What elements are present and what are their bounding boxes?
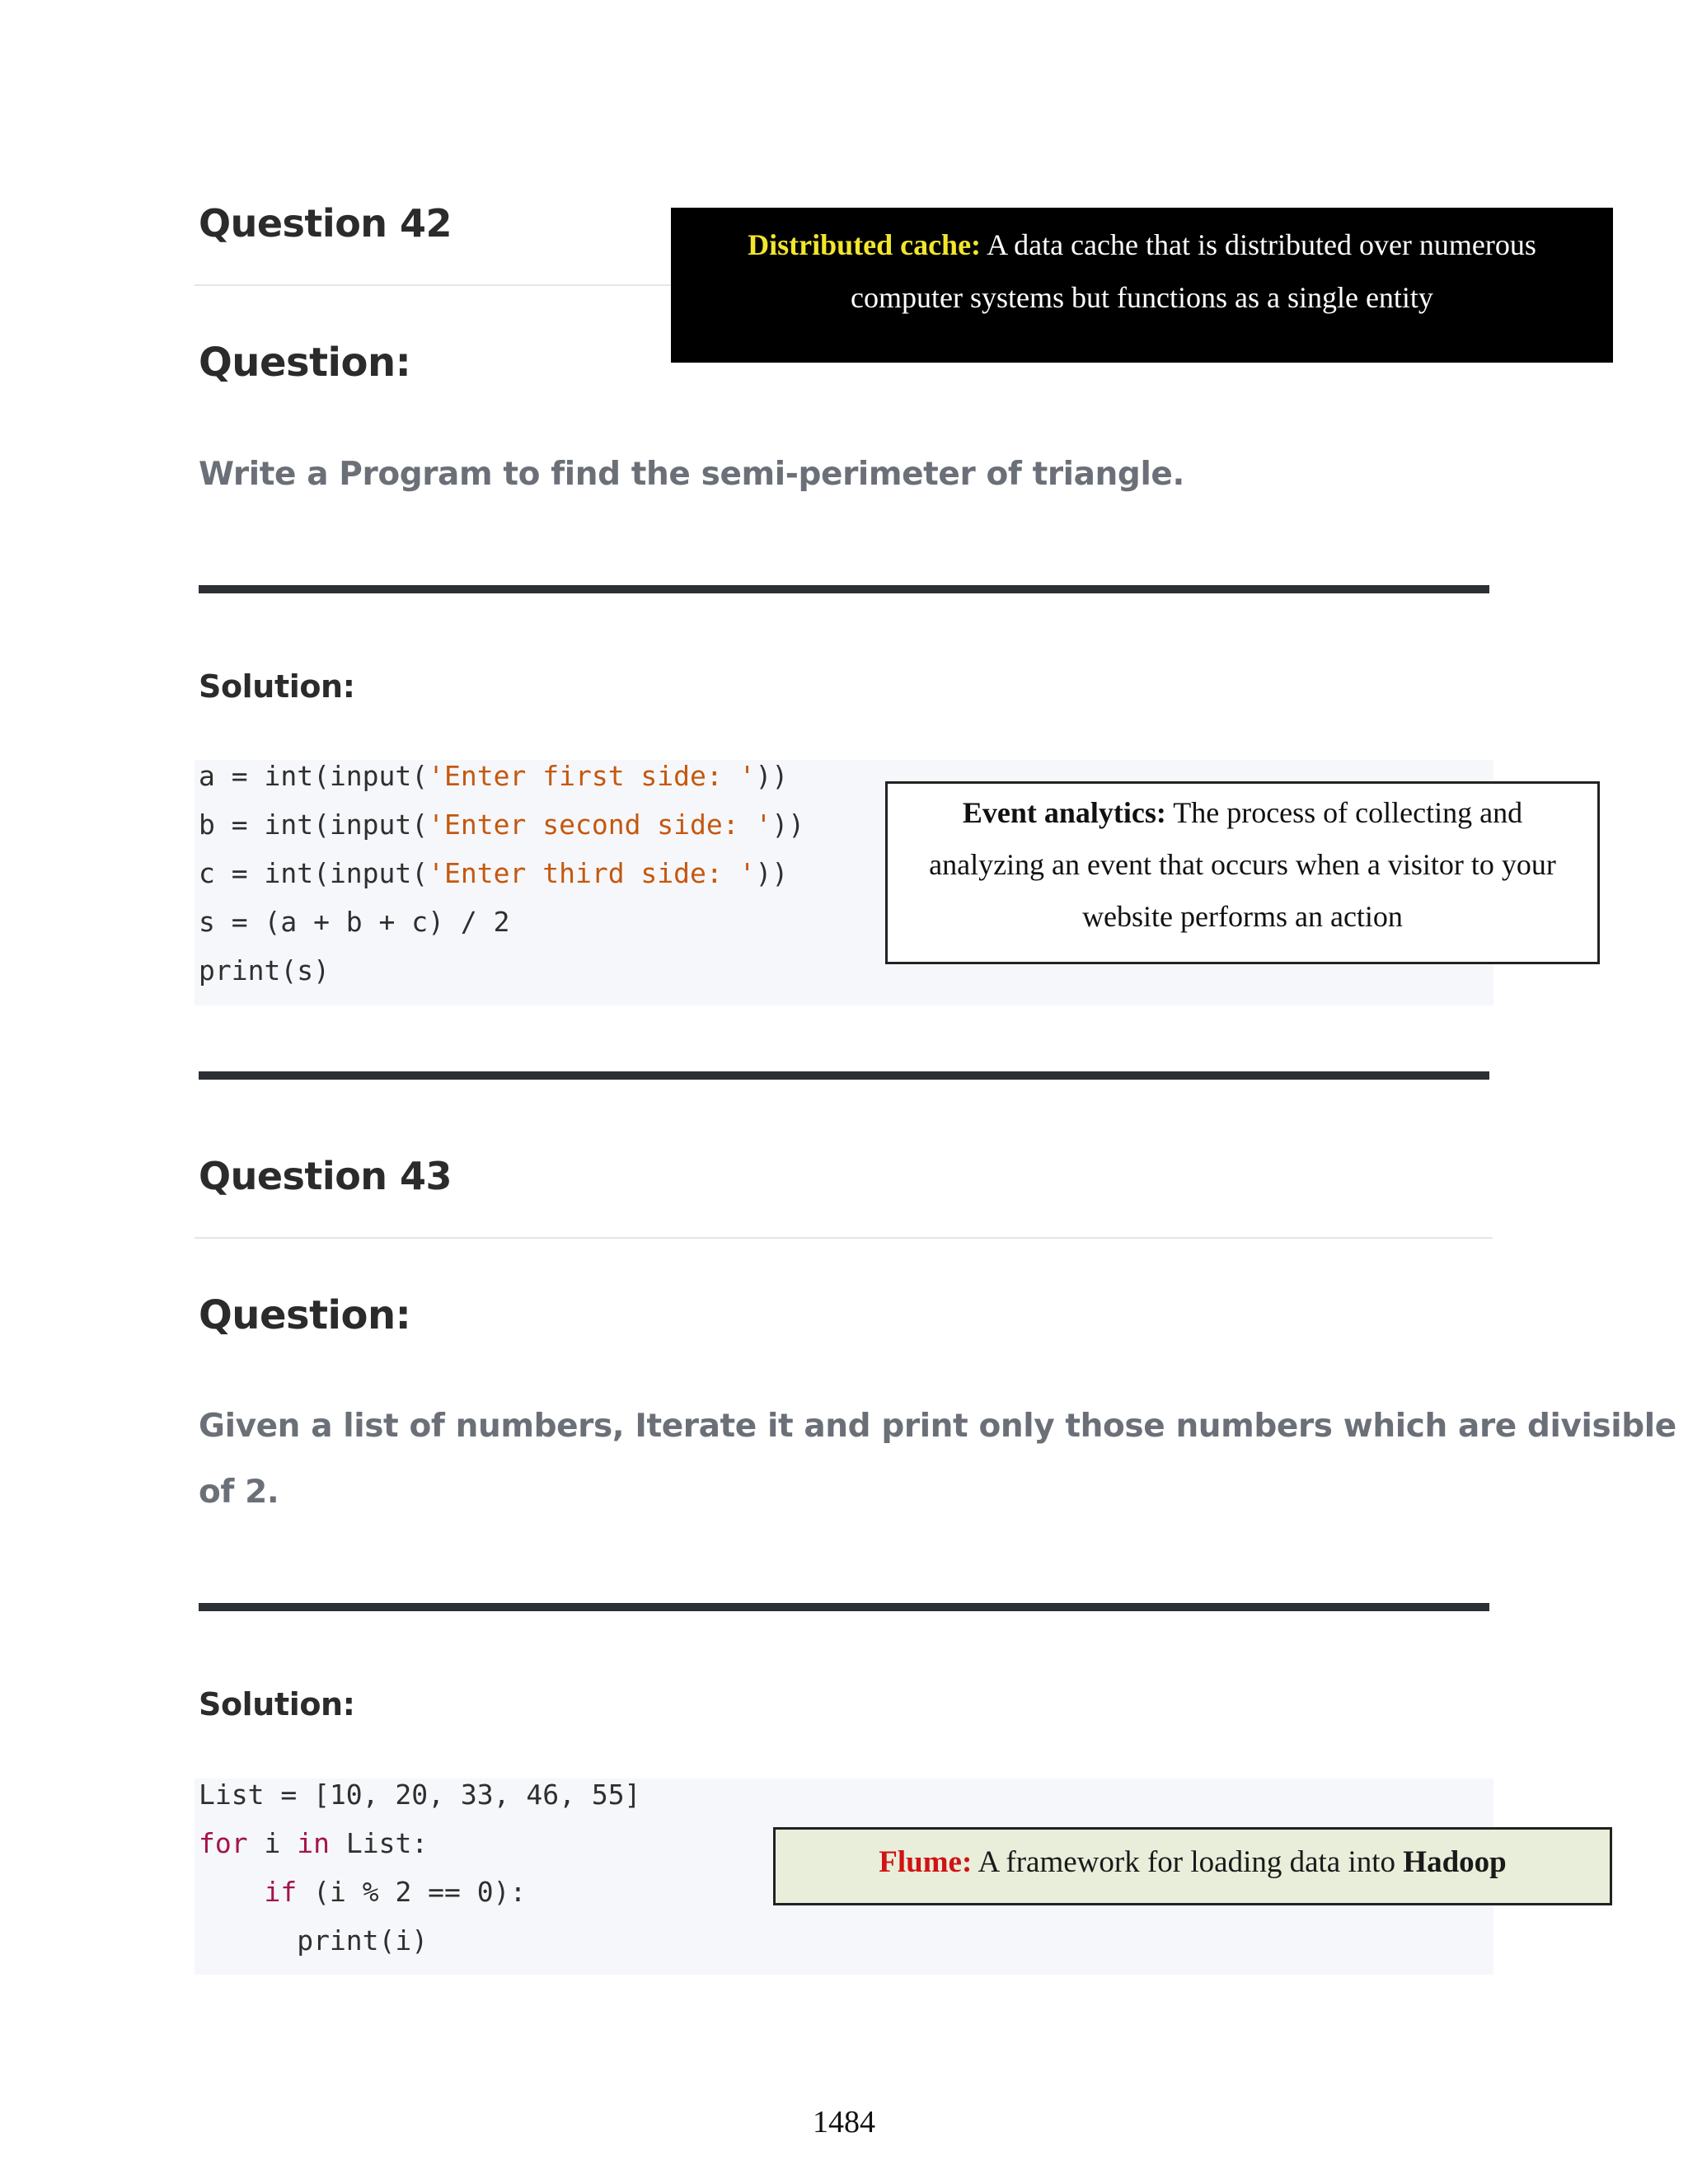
code-line: print(s) <box>199 954 330 987</box>
section-divider <box>199 585 1489 593</box>
callout-emphasis: Hadoop <box>1403 1845 1507 1879</box>
code-token: c = int(input( <box>199 857 429 889</box>
question-text-line: of 2. <box>199 1474 279 1511</box>
question-text: Write a Program to find the semi-perimeter of triangle. <box>199 456 1184 493</box>
code-token: i <box>247 1827 298 1859</box>
solution-label: Solution: <box>199 668 355 705</box>
code-string: 'Enter third side: ' <box>428 857 756 889</box>
code-token: )) <box>771 808 805 841</box>
code-line <box>199 1876 526 1909</box>
code-line <box>199 760 788 793</box>
flume-callout <box>773 1827 1612 1905</box>
question-label: Question: <box>199 1292 411 1338</box>
page-number: 1484 <box>813 2105 875 2139</box>
callout-text: A data cache that is distributed over numerous <box>981 228 1536 261</box>
distributed-cache-callout <box>671 208 1613 363</box>
callout-term: Distributed cache: <box>748 228 982 261</box>
code-string: 'Enter second side: ' <box>428 808 772 841</box>
callout-term: Flume: <box>879 1845 973 1879</box>
code-token: (i % 2 == 0): <box>297 1876 527 1908</box>
callout-line <box>888 787 1597 839</box>
question-label: Question: <box>199 340 411 386</box>
callout-line <box>671 218 1613 271</box>
code-string: 'Enter first side: ' <box>428 760 756 792</box>
code-line: List = [10, 20, 33, 46, 55] <box>199 1779 641 1811</box>
heading-divider <box>195 1237 1493 1239</box>
code-line <box>199 1827 428 1860</box>
code-keyword: in <box>297 1827 330 1859</box>
callout-term: Event analytics: <box>962 796 1166 829</box>
code-token: )) <box>755 760 789 792</box>
code-keyword: for <box>199 1827 248 1859</box>
callout-line: analyzing an event that occurs when a visitor to your <box>929 848 1556 881</box>
callout-line: computer systems but functions as a single entity <box>851 281 1433 314</box>
callout-text: The process of collecting and <box>1165 796 1523 829</box>
code-line <box>199 857 788 890</box>
section-divider <box>199 1071 1489 1080</box>
code-token: List: <box>329 1827 429 1859</box>
question-43-heading: Question 43 <box>199 1154 452 1198</box>
question-42-heading: Question 42 <box>199 201 452 246</box>
code-token: a = int(input( <box>199 760 429 792</box>
callout-text: A framework for loading data into <box>972 1845 1404 1879</box>
event-analytics-callout <box>885 781 1600 964</box>
code-keyword: if <box>264 1876 298 1908</box>
question-text-line: Given a list of numbers, Iterate it and print only those numbers which are divisible <box>199 1408 1676 1445</box>
callout-line: website performs an action <box>1082 900 1403 933</box>
code-line <box>199 808 804 841</box>
solution-label: Solution: <box>199 1686 355 1722</box>
code-token: )) <box>755 857 789 889</box>
code-indent <box>199 1876 264 1908</box>
code-token: b = int(input( <box>199 808 429 841</box>
section-divider <box>199 1603 1489 1611</box>
code-line: s = (a + b + c) / 2 <box>199 906 510 938</box>
code-line: print(i) <box>199 1924 429 1957</box>
